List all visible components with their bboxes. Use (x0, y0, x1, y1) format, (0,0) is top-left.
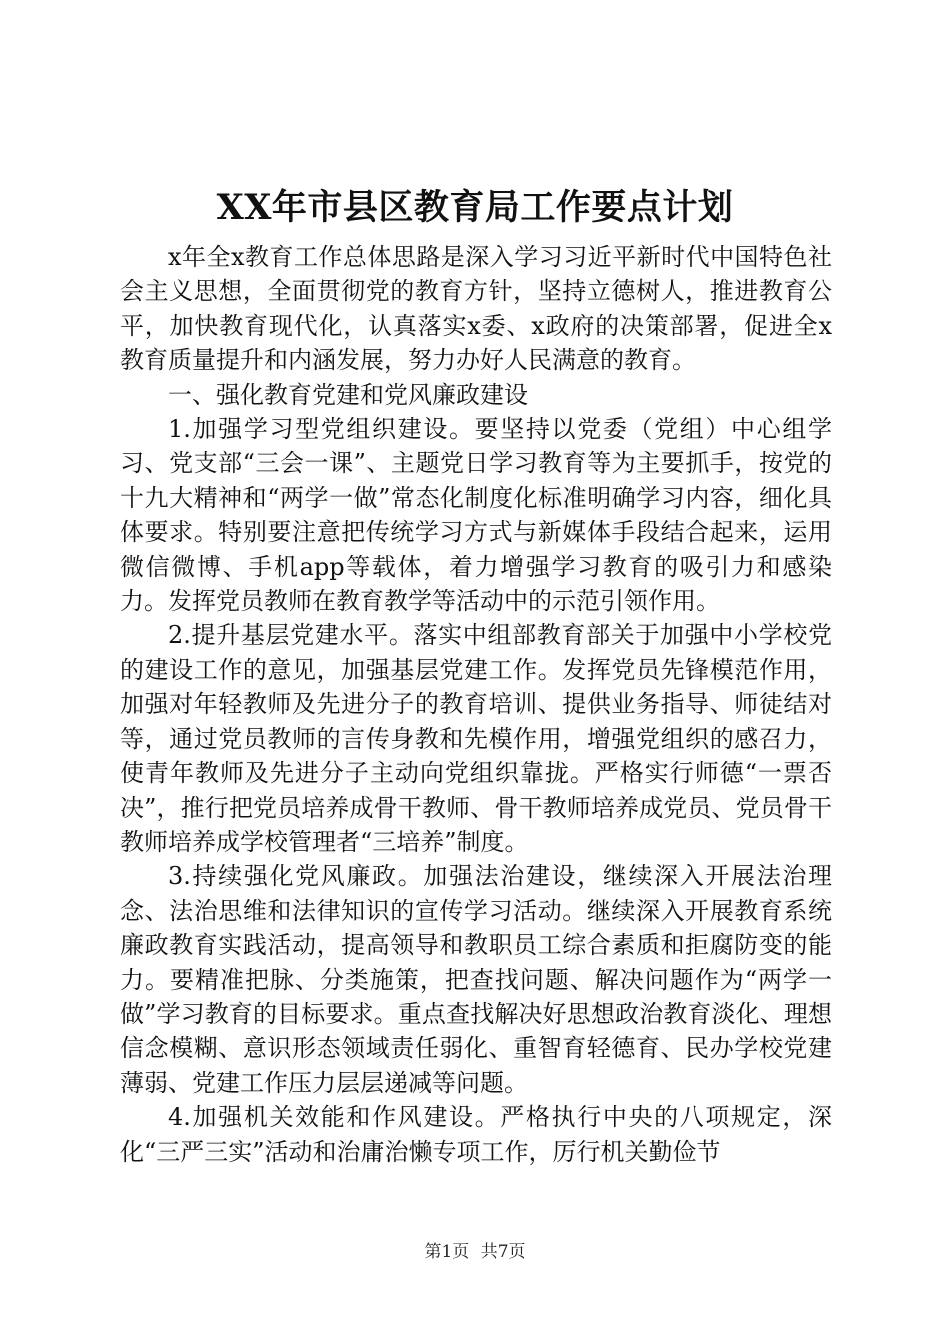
paragraph-intro: x年全x教育工作总体思路是深入学习习近平新时代中国特色社会主义思想，全面贯彻党的教育方针，坚持立德树人，推进教育公平，加快教育现代化，认真落实x委、x政府的决策部署，促进全x教育质量提升和内涵发展，努力办好人民满意的教育。 (120, 243, 832, 375)
document-body (120, 240, 832, 1169)
paragraph-item-4: 4.加强机关效能和作风建设。严格执行中央的八项规定，深化“三严三实”活动和治庸治懒专项工作，厉行机关勤俭节 (120, 1103, 832, 1166)
page-total: 共7页 (480, 1242, 526, 1262)
paragraph-item-2: 2.提升基层党建水平。落实中组部教育部关于加强中小学校党的建设工作的意见，加强基层党建工作。发挥党员先锋模范作用，加强对年轻教师及先进分子的教育培训、提供业务指导、师徒结对等，通过党员教师的言传身教和先模作用，增强党组织的感召力，使青年教师及先进分子主动向党组织靠拢。严格实行师德“一票否决”，推行把党员培养成骨干教师、骨干教师培养成党员、党员骨干教师培养成学校管理者“三培养”制度。 (120, 621, 832, 856)
page-footer (0, 1240, 950, 1264)
paragraph-item-3: 3.持续强化党风廉政。加强法治建设，继续深入开展法治理念、法治思维和法律知识的宣传学习活动。继续深入开展教育系统廉政教育实践活动，提高领导和教职员工综合素质和拒腐防变的能力。要精准把脉、分类施策，把查找问题、解决问题作为“两学一做”学习教育的目标要求。重点查找解决好思想政治教育淡化、理想信念模糊、意识形态领域责任弱化、重智育轻德育、民办学校党建薄弱、党建工作压力层层递减等问题。 (120, 862, 832, 1097)
section-heading: 一、强化教育党建和党风廉政建设 (168, 380, 528, 409)
page-number: 第1页 (424, 1242, 470, 1262)
paragraph-item-1: 1.加强学习型党组织建设。要坚持以党委（党组）中心组学习、党支部“三会一课”、主题党日学习教育等为主要抓手，按党的十九大精神和“两学一做”常态化制度化标准明确学习内容，细化具体要求。特别要注意把传统学习方式与新媒体手段结合起来，运用微信微博、手机app等载体，着力增强学习教育的吸引力和感染力。发挥党员教师在教育教学等活动中的示范引领作用。 (120, 415, 832, 616)
document-title: XX年市县区教育局工作要点计划 (216, 187, 734, 228)
